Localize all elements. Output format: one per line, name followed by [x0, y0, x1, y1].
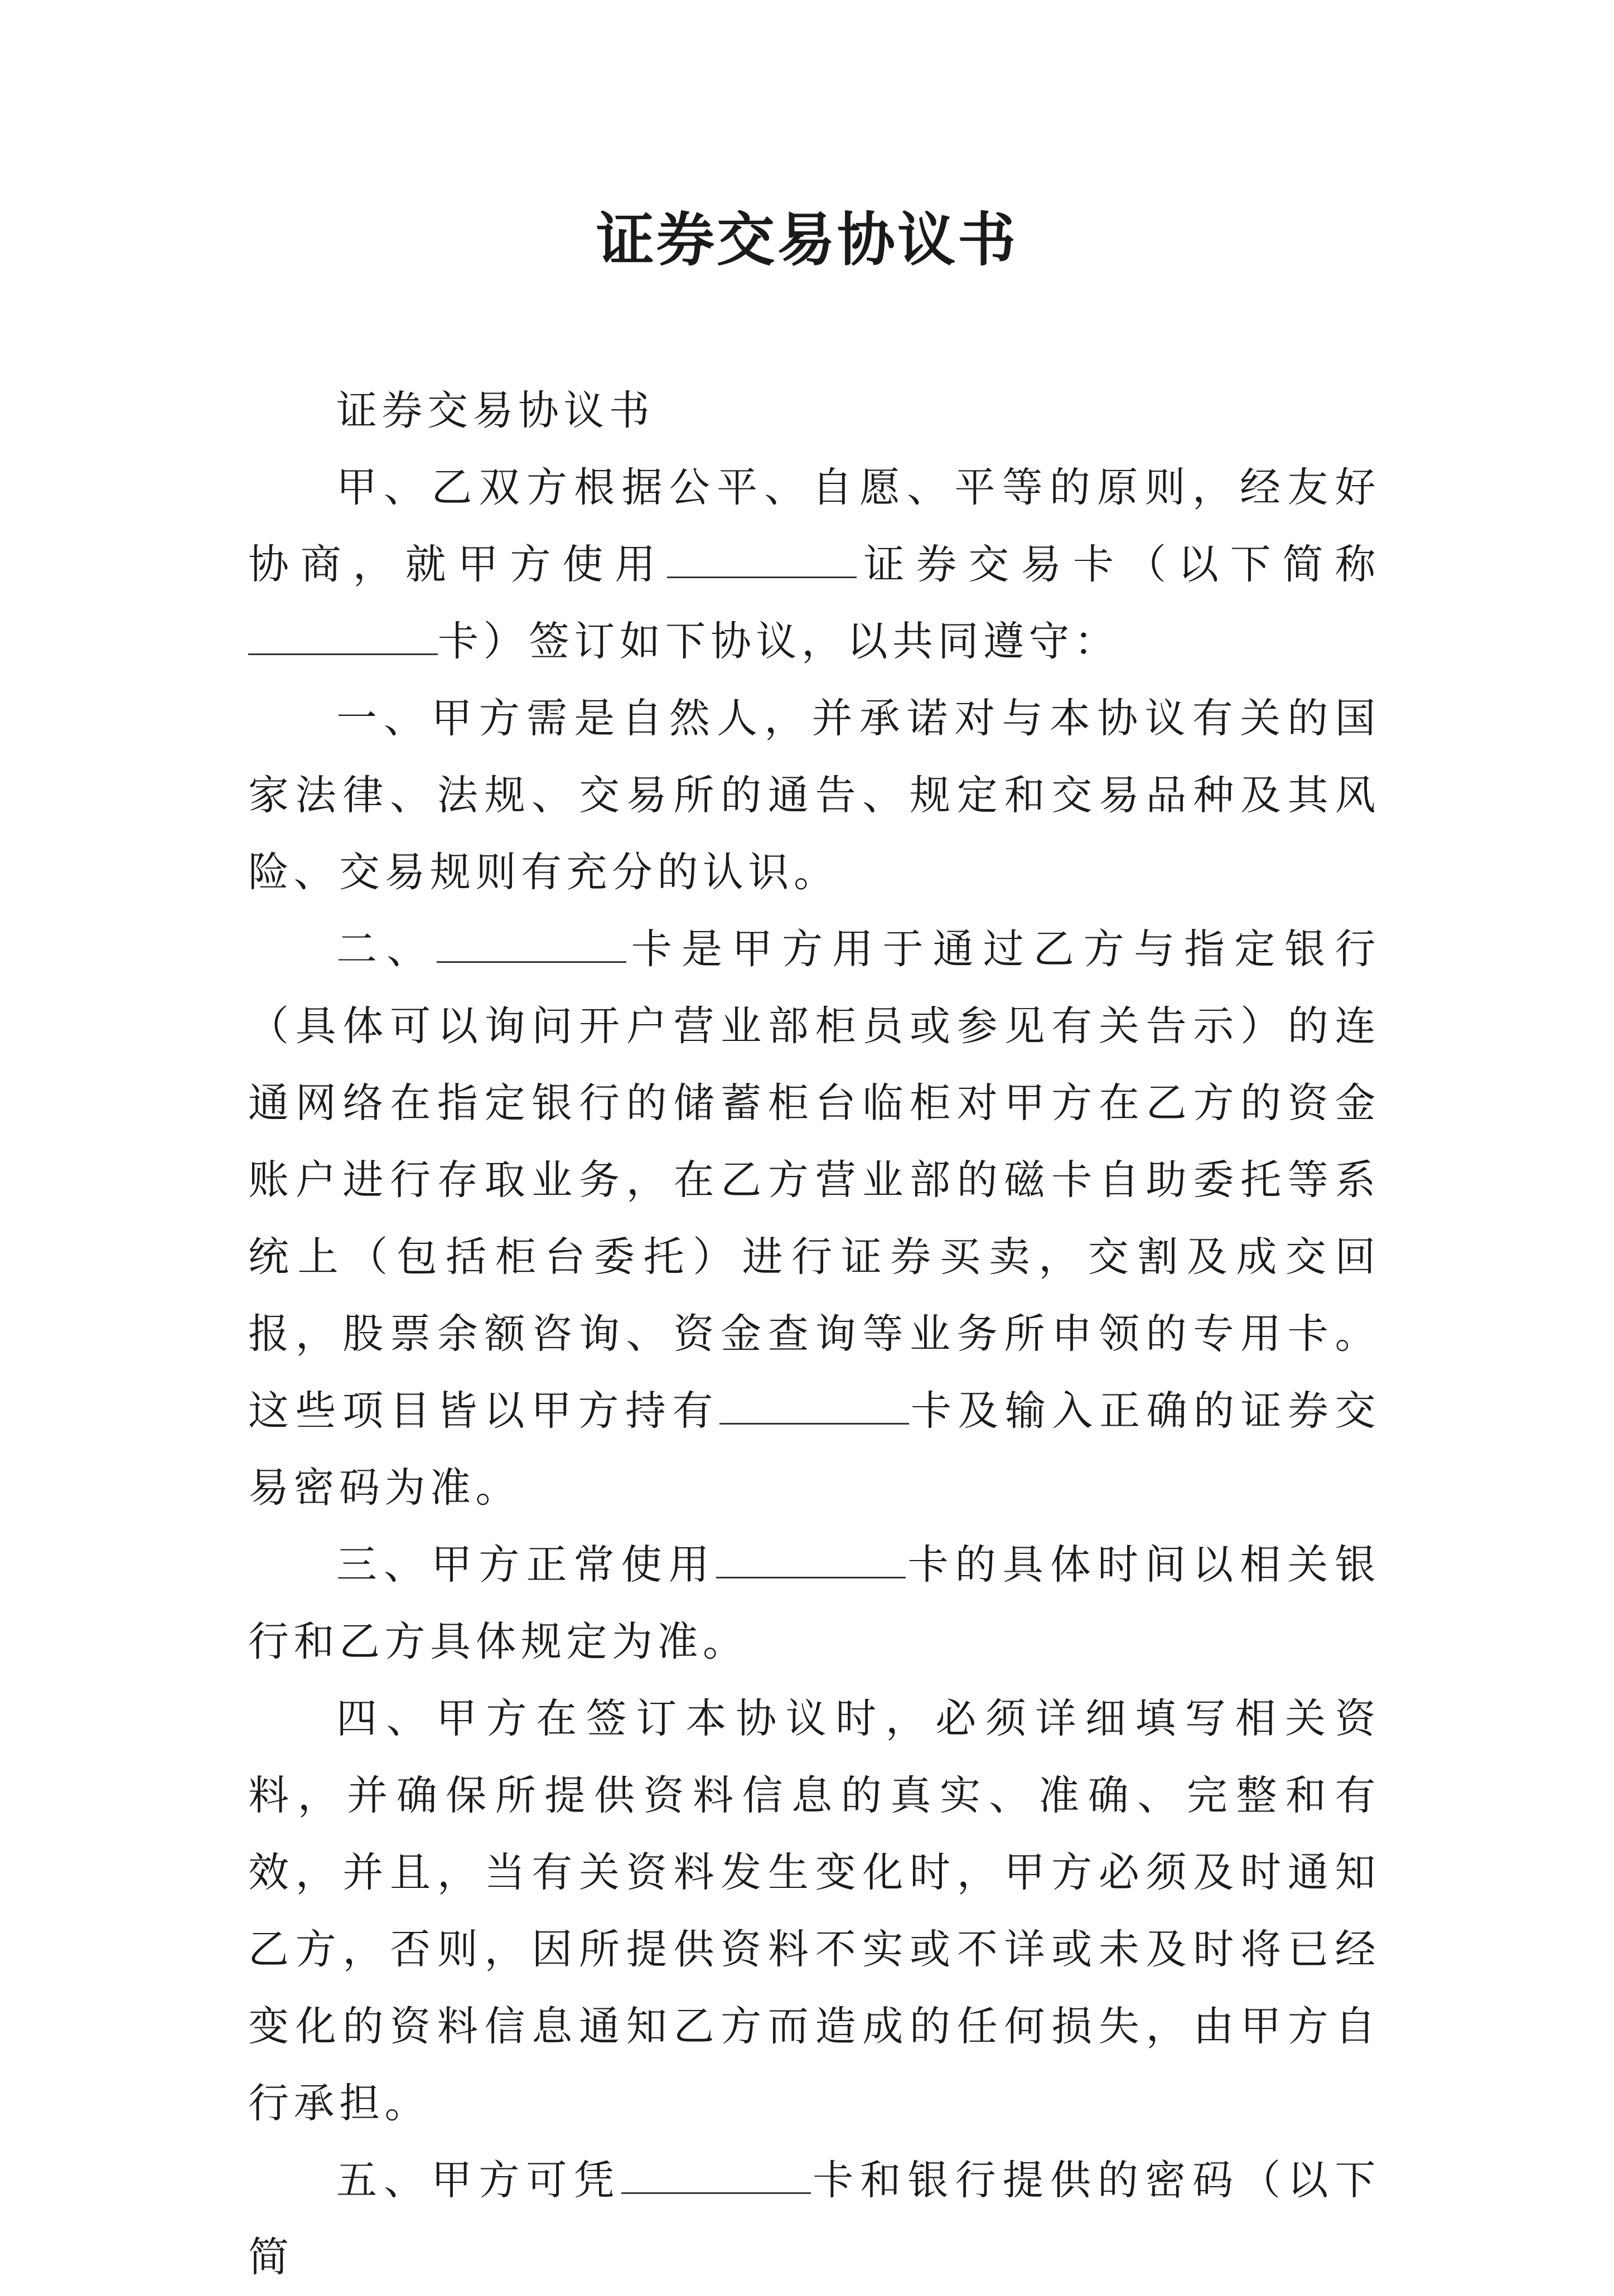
- fill-in-blank[interactable]: [667, 542, 857, 578]
- paragraph-text: 三、甲方正常使用: [336, 1541, 716, 1588]
- fill-in-blank[interactable]: [437, 927, 626, 963]
- paragraph-text: 卡）签订如下协议，以共同遵守：: [438, 618, 1120, 665]
- fill-in-blank[interactable]: [248, 619, 438, 655]
- fill-in-blank[interactable]: [719, 1388, 909, 1425]
- document-subtitle: 证券交易协议书: [336, 387, 655, 434]
- document-body: [248, 372, 1380, 2296]
- paragraph-text: 证券交易卡（以下简称: [857, 541, 1381, 588]
- fill-in-blank[interactable]: [621, 2158, 811, 2194]
- paragraph-clause-1: [248, 680, 1380, 911]
- paragraph-text: 二、: [336, 926, 437, 973]
- paragraph-clause-3: [248, 1527, 1380, 1680]
- fill-in-blank[interactable]: [716, 1542, 906, 1578]
- paragraph-clause-2: [248, 911, 1380, 1527]
- paragraph-text: 卡和银行提供的密码（以下简: [248, 2157, 1381, 2281]
- paragraph-clause-4: [248, 1680, 1380, 2142]
- paragraph-text: 四、甲方在签订本协议时，必须详细填写相关资料，并确保所提供资料信息的真实、准确、完整和有效，并且，当有关资料发生变化时，甲方必须及时通知乙方，否则，因所提供资料不实或不详或未及时将已经变化的资料信息通知乙方而造成的任何损失，由甲方自行承担。: [248, 1695, 1380, 2127]
- paragraph-text: 甲、乙双方根据公平、自愿、平等的原则，经友好协商，就甲方使用: [248, 464, 1380, 588]
- paragraph-intro: [248, 449, 1380, 680]
- paragraph-text: 卡的具体时间以相关银行和乙方具体规定为准。: [248, 1541, 1381, 1665]
- paragraph-text: 一、甲方需是自然人，并承诺对与本协议有关的国家法律、法规、交易所的通告、规定和交易品种及其风险、交易规则有充分的认识。: [248, 695, 1380, 896]
- paragraph-text: 卡是甲方用于通过乙方与指定银行（具体可以询问开户营业部柜员或参见有关告示）的连通网络在指定银行的储蓄柜台临柜对甲方在乙方的资金账户进行存取业务，在乙方营业部的磁卡自助委托等系统上（包括柜台委托）进行证券买卖，交割及成交回报，股票余额咨询、资金查询等业务所申领的专用卡。这些项目皆以甲方持有: [248, 926, 1381, 1435]
- paragraph-text: 卡及输入正确的证券交易密码为准。: [248, 1387, 1380, 1512]
- paragraph-text: 五、甲方可凭: [336, 2157, 621, 2204]
- paragraph-clause-5: [248, 2142, 1380, 2296]
- document-title: 证券交易协议书: [596, 205, 1018, 274]
